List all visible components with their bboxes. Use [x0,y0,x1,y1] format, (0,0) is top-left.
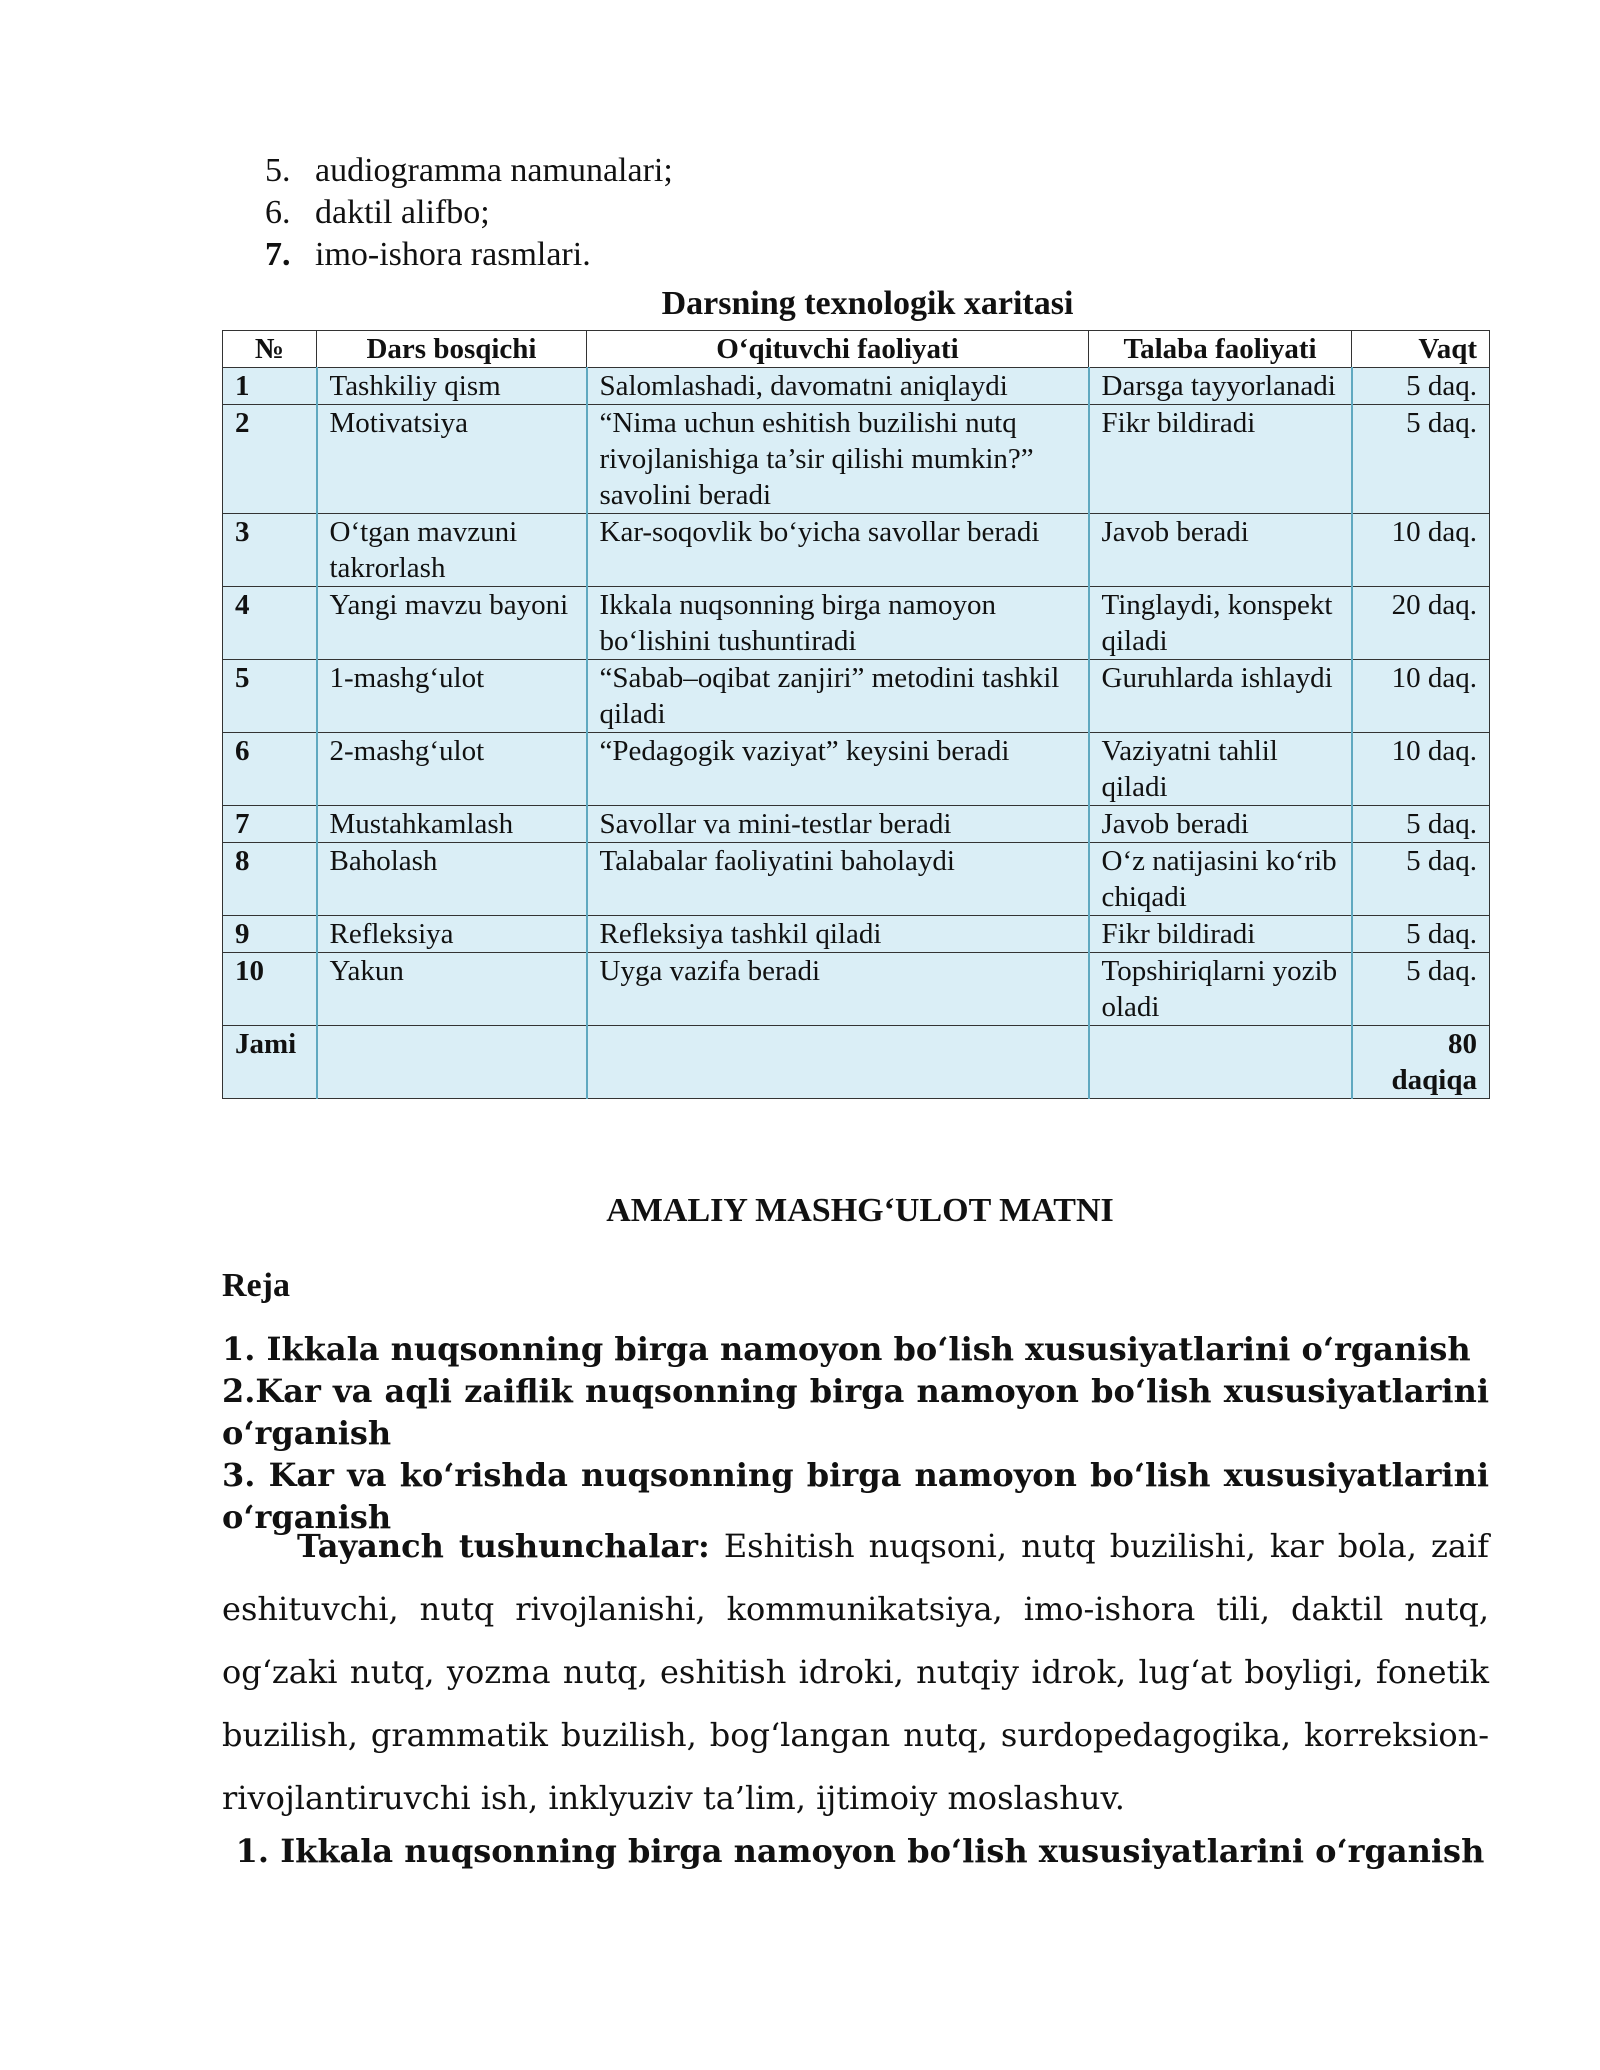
table-row [223,916,1490,953]
table-row [223,368,1490,405]
materials-list [265,150,673,276]
cell-number: 10 [223,953,317,1026]
cell-number: 2 [223,405,317,514]
cell-teacher-activity: Salomlashadi, davomatni aniqlaydi [587,368,1089,405]
cell-time: 5 daq. [1352,953,1490,1026]
cell-number: 7 [223,806,317,843]
cell-student-activity: Javob beradi [1089,806,1352,843]
table-row [223,587,1490,660]
table-row [223,733,1490,806]
cell-time: 10 daq. [1352,514,1490,587]
cell-teacher-activity: “Nima uchun eshitish buzilishi nutq rivojlanishiga ta’sir qilishi mumkin?” savolini beradi [587,405,1089,514]
cell-student-activity: Fikr bildiradi [1089,405,1352,514]
table-row [223,953,1490,1026]
technology-map-title: Darsning texnologik xaritasi [661,285,1074,322]
cell-number: 9 [223,916,317,953]
cell-teacher-activity: Talabalar faoliyatini baholaydi [587,843,1089,916]
cell-time: 5 daq. [1352,843,1490,916]
cell-stage: Mustahkamlash [317,806,587,843]
keywords-text: Eshitish nuqsoni, nutq buzilishi, kar bola, zaif eshituvchi, nutq rivojlanishi, kommunikatsiya, imo-ishora tili, daktil nutq, og‘zaki nutq, yozma nutq, eshitish idroki, nutqiy idrok, lug‘at boyligi, fonetik buzilish, grammatik buzilish, bog‘langan nutq, surdopedagogika, korreksion-rivojlantiruvchi ish, inklyuziv ta’lim, ijtimoiy moslashuv. [222,1527,1490,1817]
cell-number: 1 [223,368,317,405]
cell-student-activity: O‘z natijasini ko‘rib chiqadi [1089,843,1352,916]
plan-list [222,1328,1489,1538]
cell-teacher-activity: Refleksiya tashkil qiladi [587,916,1089,953]
plan-item: 2.Kar va aqli zaiflik nuqsonning birga namoyon bo‘lish xususiyatlarini o‘rganish [222,1372,1489,1452]
technology-map-table [222,330,1490,1099]
cell-student-activity: Tinglaydi, konspekt qiladi [1089,587,1352,660]
table-row [223,843,1490,916]
list-item [265,192,673,234]
cell-teacher-activity: Savollar va mini-testlar beradi [587,806,1089,843]
cell-time: 5 daq. [1352,405,1490,514]
list-item [265,234,673,276]
cell-number: 4 [223,587,317,660]
cell-stage: 2-mashg‘ulot [317,733,587,806]
cell-stage: 1-mashg‘ulot [317,660,587,733]
list-number: 7. [265,236,291,273]
plan-label: Reja [222,1267,290,1304]
list-text: daktil alifbo; [315,194,490,231]
table-row [223,514,1490,587]
list-number: 6. [265,194,291,231]
cell-student-activity: Vaziyatni tahlil qiladi [1089,733,1352,806]
table-header-row [223,331,1490,368]
cell-number: 3 [223,514,317,587]
cell-teacher-activity: “Pedagogik vaziyat” keysini beradi [587,733,1089,806]
plan-item: 3. Kar va ko‘rishda nuqsonning birga namoyon bo‘lish xususiyatlarini o‘rganish [222,1456,1489,1536]
empty-cell [1089,1026,1352,1099]
cell-student-activity: Fikr bildiradi [1089,916,1352,953]
cell-student-activity: Topshiriqlarni yozib oladi [1089,953,1352,1026]
cell-student-activity: Guruhlarda ishlaydi [1089,660,1352,733]
cell-stage: O‘tgan mavzuni takrorlash [317,514,587,587]
cell-time: 5 daq. [1352,806,1490,843]
cell-stage: Yangi mavzu bayoni [317,587,587,660]
cell-time: 5 daq. [1352,916,1490,953]
keywords-label: Tayanch tushunchalar: [297,1527,710,1565]
cell-teacher-activity: Uyga vazifa beradi [587,953,1089,1026]
cell-stage: Motivatsiya [317,405,587,514]
total-label: Jami [223,1026,317,1099]
empty-cell [317,1026,587,1099]
header-teacher-activity: O‘qituvchi faoliyati [587,331,1089,368]
cell-student-activity: Darsga tayyorlanadi [1089,368,1352,405]
cell-time: 20 daq. [1352,587,1490,660]
empty-cell [587,1026,1089,1099]
list-text: imo-ishora rasmlari. [315,236,591,273]
table-total-row [223,1026,1490,1099]
list-text: audiogramma namunalari; [315,152,673,189]
table-row [223,806,1490,843]
cell-stage: Baholash [317,843,587,916]
total-value: 80 daqiqa [1352,1026,1490,1099]
cell-time: 5 daq. [1352,368,1490,405]
cell-teacher-activity: “Sabab–oqibat zanjiri” metodini tashkil qiladi [587,660,1089,733]
cell-stage: Yakun [317,953,587,1026]
cell-number: 6 [223,733,317,806]
list-item [265,150,673,192]
header-student-activity: Talaba faoliyati [1089,331,1352,368]
cell-time: 10 daq. [1352,660,1490,733]
header-stage: Dars bosqichi [317,331,587,368]
table-row [223,660,1490,733]
plan-item: 1. Ikkala nuqsonning birga namoyon bo‘lish xususiyatlarini o‘rganish [222,1330,1471,1368]
cell-teacher-activity: Ikkala nuqsonning birga namoyon bo‘lishini tushuntiradi [587,587,1089,660]
cell-stage: Tashkiliy qism [317,368,587,405]
keywords-paragraph [222,1515,1489,1830]
cell-number: 8 [223,843,317,916]
cell-stage: Refleksiya [317,916,587,953]
cell-number: 5 [223,660,317,733]
header-number: № [223,331,317,368]
cell-teacher-activity: Kar-soqovlik bo‘yicha savollar beradi [587,514,1089,587]
cell-student-activity: Javob beradi [1089,514,1352,587]
sub-heading: 1. Ikkala nuqsonning birga namoyon bo‘lish xususiyatlarini o‘rganish [235,1832,1485,1870]
table-row [223,405,1490,514]
cell-time: 10 daq. [1352,733,1490,806]
section-title: AMALIY MASHG‘ULOT MATNI [606,1192,1114,1229]
header-time: Vaqt [1352,331,1490,368]
table-body [223,368,1490,1099]
list-number: 5. [265,152,291,189]
